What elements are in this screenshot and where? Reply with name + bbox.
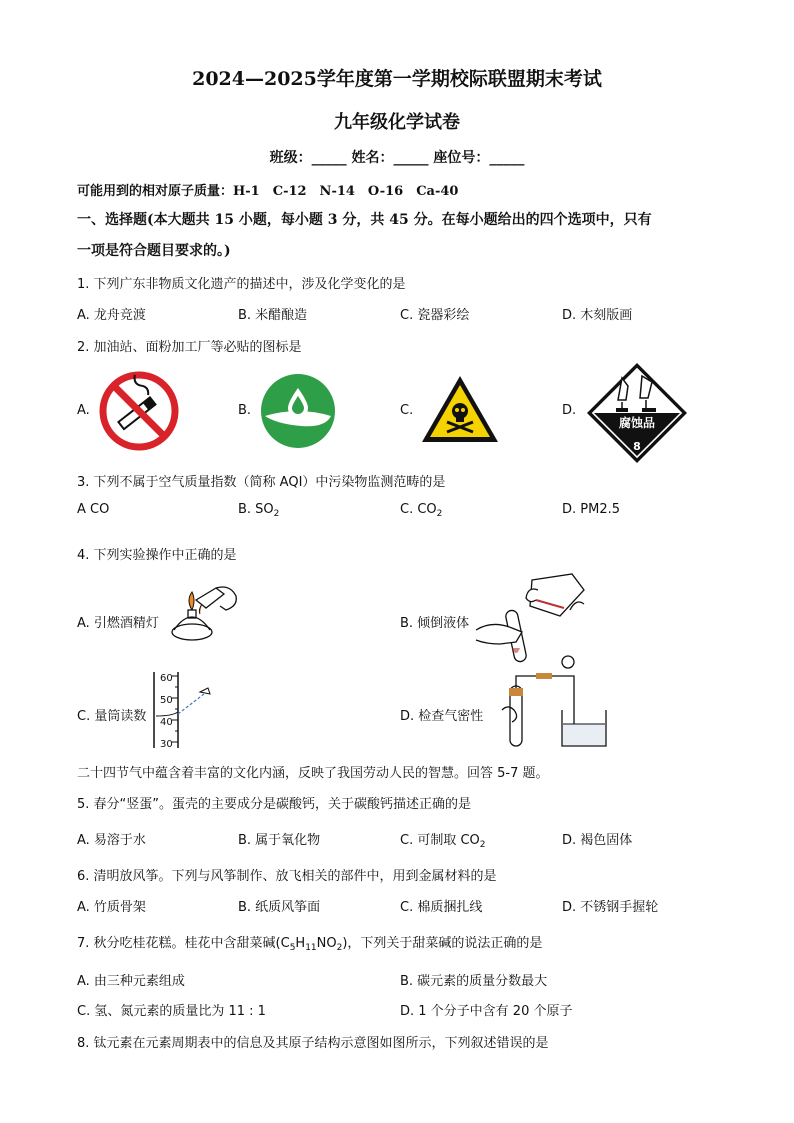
q1-option-d: D. 木刻版画 xyxy=(562,308,633,323)
q2-option-c: C. xyxy=(400,403,414,418)
q4-option-a: A. 引燃酒精灯 xyxy=(77,616,159,631)
q7-option-d: D. 1 个分子中含有 20 个原子 xyxy=(400,1004,573,1019)
q2-option-b: B. xyxy=(238,403,252,418)
no-smoking-icon xyxy=(98,370,180,452)
q2-option-a: A. xyxy=(77,403,90,418)
q4-stem: 4. 下列实验操作中正确的是 xyxy=(77,548,237,563)
q2-option-d: D. xyxy=(562,403,577,418)
q6-option-a: A. 竹质骨架 xyxy=(77,900,146,915)
q3-option-c: C. $CO_2$ xyxy=(400,502,443,519)
q6-option-d: D. 不锈钢手握轮 xyxy=(562,900,659,915)
corrosive-label: 腐蚀品 xyxy=(618,416,655,430)
q5-stem: 5. 春分“竖蛋”。蛋壳的主要成分是碳酸钙，关于碳酸钙描述正确的是 xyxy=(77,797,472,812)
q3-option-b: B. $SO_2$ xyxy=(238,502,280,519)
q7-stem: 7. 秋分吃桂花糕。桂花中含甜菜碱$(C_5H_{11}NO_2)$，下列关于甜菜碱的说法正确的是 xyxy=(77,936,543,953)
water-saving-icon xyxy=(259,372,337,450)
q5-option-a: A. 易溶于水 xyxy=(77,833,146,848)
q4-option-b: B. 倾倒液体 xyxy=(400,616,470,631)
q7-option-b: B. 碳元素的质量分数最大 xyxy=(400,974,548,989)
cylinder-tick-labels xyxy=(160,668,173,756)
q4-option-d: D. 检查气密性 xyxy=(400,709,484,724)
q6-stem: 6. 清明放风筝。下列与风筝制作、放飞相关的部件中，用到金属材料的是 xyxy=(77,869,497,884)
q8-stem: 8. 钛元素在元素周期表中的信息及其原子结构示意图如图所示，下列叙述错误的是 xyxy=(77,1036,549,1051)
cylinder-tick-60: 60 xyxy=(160,673,173,684)
toxic-warning-icon xyxy=(420,374,500,444)
q3-option-d: D. PM2.5 xyxy=(562,502,621,517)
q2-stem: 2. 加油站、面粉加工厂等必贴的图标是 xyxy=(77,340,302,355)
exam-title: 2024—2025学年度第一学期校际联盟期末考试 xyxy=(192,68,602,90)
q6-option-c: C. 棉质捆扎线 xyxy=(400,900,483,915)
passage-text: 二十四节气中蕴含着丰富的文化内涵，反映了我国劳动人民的智慧。回答 5-7 题。 xyxy=(77,766,549,781)
q7-option-c: C. 氢、氮元素的质量比为 11 : 1 xyxy=(77,1004,266,1019)
section-heading-line2: 一项是符合题目要求的。) xyxy=(77,243,231,259)
q1-option-b: B. 米醋酿造 xyxy=(238,308,308,323)
q1-option-c: C. 瓷器彩绘 xyxy=(400,308,470,323)
q5-option-d: D. 褐色固体 xyxy=(562,833,633,848)
q6-option-b: B. 纸质风筝面 xyxy=(238,900,321,915)
airtightness-check-illustration xyxy=(496,650,608,750)
cylinder-tick-40: 40 xyxy=(160,717,173,728)
cylinder-tick-30: 30 xyxy=(160,739,173,750)
corrosive-class: 8 xyxy=(633,440,641,453)
q7-option-a: A. 由三种元素组成 xyxy=(77,974,185,989)
q3-stem: 3. 下列不属于空气质量指数（简称 AQI）中污染物监测范畴的是 xyxy=(77,475,446,490)
atomic-masses: 可能用到的相对原子质量：H-1 C-12 N-14 O-16 Ca-40 xyxy=(77,184,459,199)
exam-subtitle: 九年级化学试卷 xyxy=(334,112,460,133)
q3-option-a: A CO xyxy=(77,502,110,517)
student-info-line: 班级：_____ 姓名：_____ 座位号：_____ xyxy=(269,150,525,166)
alcohol-lamp-illustration xyxy=(166,580,242,646)
cylinder-tick-50: 50 xyxy=(160,695,173,706)
q1-stem: 1. 下列广东非物质文化遗产的描述中，涉及化学变化的是 xyxy=(77,277,406,292)
q5-option-b: B. 属于氧化物 xyxy=(238,833,321,848)
section-heading-line1: 一、选择题(本大题共 15 小题，每小题 3 分，共 45 分。在每小题给出的四个选项中，只有 xyxy=(77,212,652,228)
q1-option-a: A. 龙舟竞渡 xyxy=(77,308,146,323)
q5-option-c: C. 可制取 $CO_2$ xyxy=(400,833,486,850)
q4-option-c: C. 量筒读数 xyxy=(77,709,147,724)
